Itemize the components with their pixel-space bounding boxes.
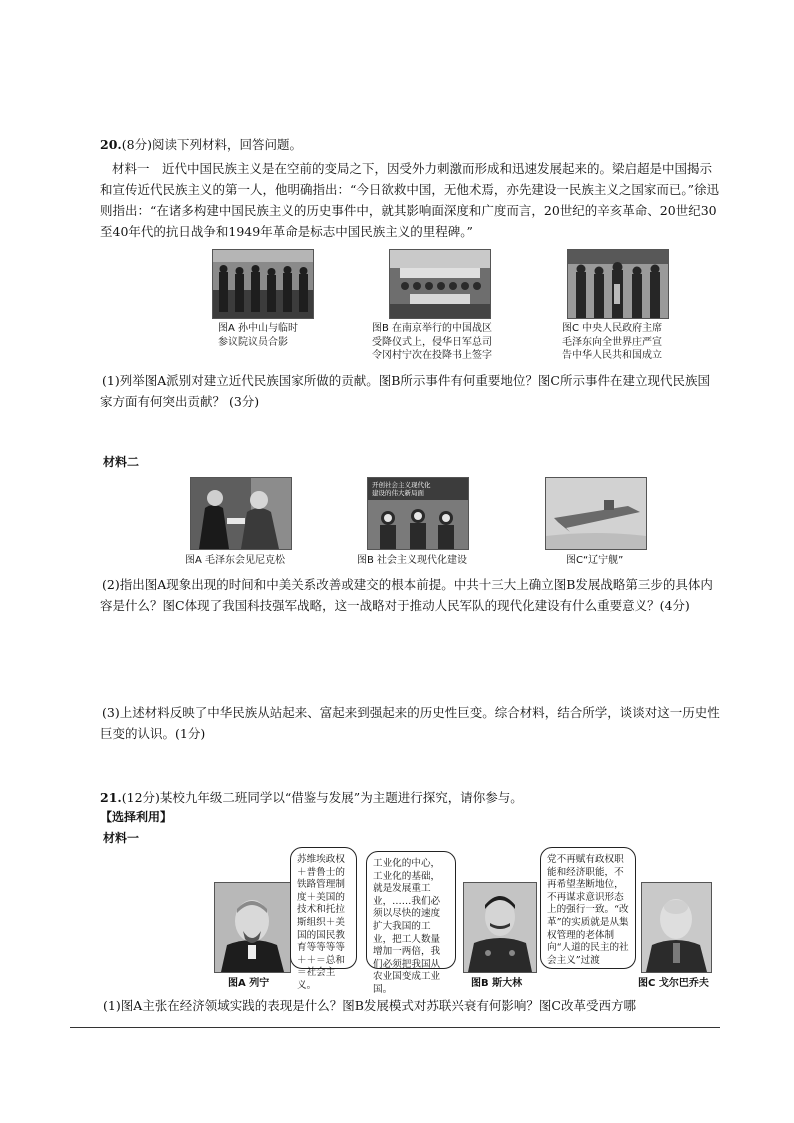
q20-question-3 <box>100 702 720 744</box>
photo-mao-nixon <box>190 477 292 550</box>
caption-m2-fig-a: 图A 毛泽东会见尼克松 <box>185 555 286 566</box>
caption-m2-fig-c: 图C“辽宁舰” <box>566 555 624 566</box>
speech-bubble-lenin-text: 苏维埃政权＋普鲁士的铁路管理制度＋美国的技术和托拉斯组织＋美国的国民教育等等等等＋＋＝总和＝社会主义。 <box>297 854 345 991</box>
q20-question-1 <box>100 370 720 412</box>
q20-material1-label: 材料一 <box>112 161 150 176</box>
q20-heading <box>100 134 720 155</box>
caption-m1-fig-b: 图B 在南京举行的中国战区 受降仪式上，侵华日军总司 令冈村宁次在投降书上签字 <box>372 323 493 361</box>
q21-heading-text: (12分)某校九年级二班同学以“借鉴与发展”为主题进行探究，请你参与。 <box>121 790 523 805</box>
caption-m1-fig-a: 图A 孙中山与临时 参议院议员合影 <box>218 323 299 348</box>
photo-founding-ceremony <box>567 249 669 319</box>
q20-number: 20. <box>100 137 122 152</box>
speech-bubble-gorbachev-text: 党不再赋有政权职能和经济职能，不再希望垄断地位，不再谋求意识形态上的强行一致。“改革”的实质就是从集权管理的老体制向“人道的民主的社会主义”过渡 <box>547 854 629 966</box>
q21-heading <box>100 787 720 808</box>
q21-number: 21. <box>100 790 122 805</box>
caption-stalin: 图B 斯大林 <box>471 978 523 989</box>
speech-bubble-lenin <box>290 847 357 991</box>
portrait-stalin <box>463 882 537 973</box>
portrait-gorbachev <box>641 882 712 973</box>
page-bottom-rule <box>70 1027 720 1028</box>
speech-bubble-gorbachev <box>540 847 636 969</box>
speech-bubble-stalin <box>366 851 456 995</box>
q20-material1-text: 近代中国民族主义是在空前的变局之下，因受外力刺激而形成和迅速发展起来的。梁启超是中国揭示和宣传近代民族主义的第一人，他明确指出：“今日欲救中国，无他术焉，亦先建设一民族主义之国家而已。”徐迅则指出：“在诸多构建中国民族主义的历史事件中，就其影响面深度和广度而言，20世纪的辛亥革命、20世纪30至40年代的抗日战争和1949年革命是标志中国民族主义的里程碑。” <box>100 161 720 239</box>
photo-surrender-ceremony <box>389 249 491 319</box>
speech-bubble-stalin-text: 工业化的中心，工业化的基础，就是发展重工业，……我们必须以尽快的速度扩大我国的工业，把工人数量增加一两倍，我们必须把我国从农业国变成工业国。 <box>373 858 441 995</box>
caption-m1-fig-c: 图C 中央人民政府主席 毛泽东向全世界庄严宣 告中华人民共和国成立 <box>562 323 663 361</box>
caption-gorbachev: 图C 戈尔巴乔夫 <box>638 978 709 989</box>
q21-question-1 <box>103 995 723 1016</box>
caption-m2-fig-b: 图B 社会主义现代化建设 <box>357 555 468 566</box>
poster-slogan: 开创社会主义现代化 建设的伟大新局面 <box>372 481 431 497</box>
q20-question-2-text: (2)指出图A现象出现的时间和中美关系改善或建交的根本前提。中共十三大上确立图B发展战略第三步的具体内容是什么？图C体现了我国科技强军战略，这一战略对于推动人民军队的现代化建设有什么重要意义？(4分) <box>100 577 713 613</box>
q21-section-label: 【选择利用】 <box>100 810 173 824</box>
q21-question-1-text: (1)图A主张在经济领域实践的表现是什么？图B发展模式对苏联兴衰有何影响？图C改革受西方哪 <box>103 998 636 1013</box>
q20-question-1-text: (1)列举图A派别对建立近代民族国家所做的贡献。图B所示事件有何重要地位？图C所示事件在建立现代民族国家方面有何突出贡献？ (3分) <box>100 373 710 409</box>
q20-question-3-text: (3)上述材料反映了中华民族从站起来、富起来到强起来的历史性巨变。综合材料，结合所学，谈谈对这一历史性巨变的认识。(1分) <box>100 705 720 741</box>
portrait-lenin <box>214 882 291 973</box>
q20-question-2 <box>100 574 720 616</box>
photo-liaoning-carrier <box>545 477 647 550</box>
photo-modernization-poster <box>367 477 469 550</box>
q20-material2-label: 材料二 <box>103 455 140 469</box>
caption-lenin: 图A 列宁 <box>228 978 270 989</box>
q20-material1-paragraph <box>100 158 720 242</box>
q20-heading-text: (8分)阅读下列材料，回答问题。 <box>121 137 302 152</box>
photo-sun-yatsen-group <box>212 249 314 319</box>
q21-material1-label: 材料一 <box>103 831 140 845</box>
